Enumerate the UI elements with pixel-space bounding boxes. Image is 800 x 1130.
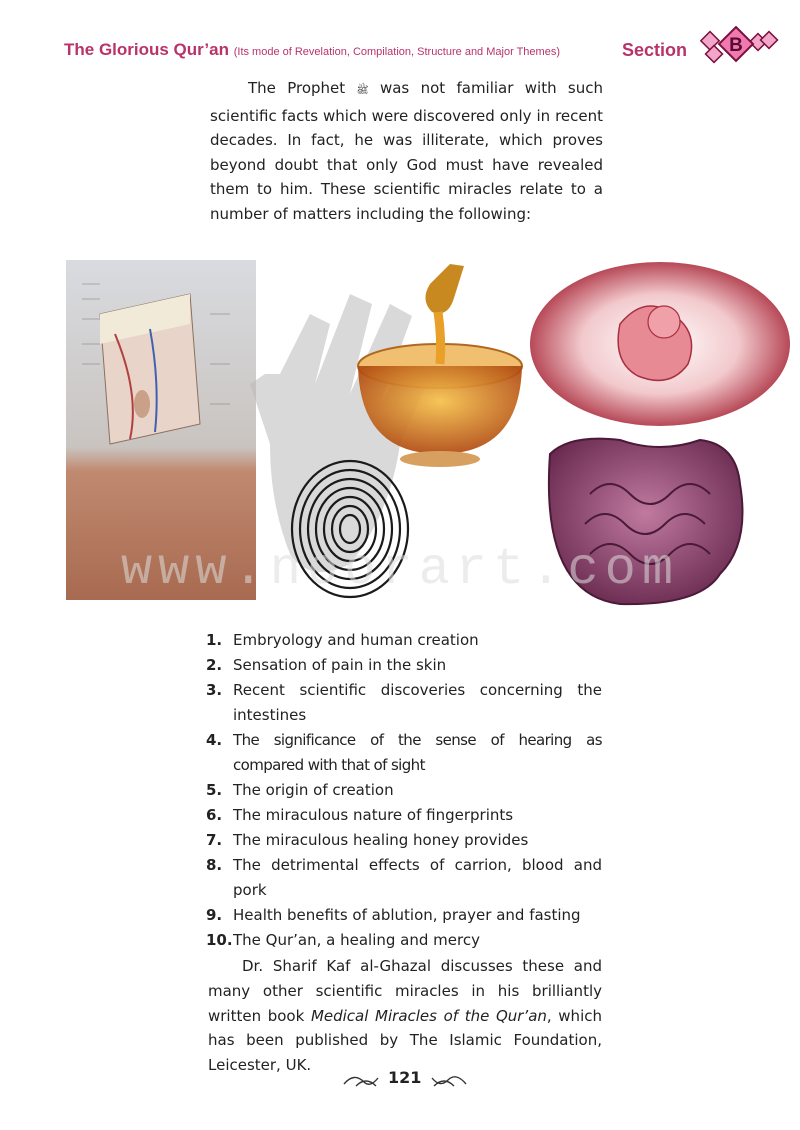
list-item-number: 7. [206, 831, 223, 849]
list-item-text: Health benefits of ablution, prayer and fasting [233, 906, 581, 924]
list-item-number: 4. [206, 731, 223, 749]
book-title-italic: Medical Miracles of the Qur’an [310, 1006, 547, 1025]
intro-text-2: was not familiar with such scientific facts which were discovered only in recent decades. In fact, he was illiterate, which proves beyond doubt that only God must have revealed them to him. These scientific miracles relate to a number of matters including the following: [210, 79, 603, 223]
list-item [206, 778, 602, 803]
section-badge-icon [700, 26, 780, 72]
closing-text-2: , which has been published by The Islamic Foundation, Leicester, UK. [208, 1006, 602, 1075]
list-item [206, 678, 602, 728]
list-item-number: 10. [206, 931, 233, 949]
intro-text-1: The Prophet [248, 79, 357, 97]
list-item [206, 653, 602, 678]
list-item-text: Sensation of pain in the skin [233, 656, 447, 674]
honorific-glyph: ﷺ [356, 85, 369, 96]
embryo-image [530, 262, 790, 426]
list-item [206, 728, 602, 778]
section-label: Section [622, 40, 688, 60]
list-item-text: The miraculous nature of fingerprints [233, 806, 514, 824]
list-item-number: 9. [206, 906, 223, 924]
list-item-number: 3. [206, 681, 223, 699]
closing-paragraph [208, 954, 602, 1078]
list-item [206, 828, 602, 853]
list-item-text: The miraculous healing honey provides [233, 831, 529, 849]
page-header [0, 0, 800, 80]
book-title [64, 40, 560, 60]
list-item [206, 903, 602, 928]
list-item-text: The origin of creation [233, 781, 394, 799]
list-item-text: The significance of the sense of hearing as compared with that of sight [233, 731, 602, 774]
closing-text-1: Dr. Sharif Kaf al-Ghazal discusses these and many other scientific miracles in his brilliantly written book [208, 957, 602, 1025]
intro-paragraph [210, 76, 603, 227]
list-item-number: 2. [206, 656, 223, 674]
list-item [206, 853, 602, 903]
list-item-text: The Qur’an, a healing and mercy [233, 931, 480, 949]
watermark: www.noorart.com [120, 540, 680, 599]
section-letter: B [729, 35, 743, 56]
list-item-number: 1. [206, 631, 223, 649]
book-subtitle: (Its mode of Revelation, Compilation, Structure and Major Themes) [233, 46, 560, 58]
list-item-text: The detrimental effects of carrion, blood and pork [233, 856, 602, 899]
page-footer [340, 1064, 470, 1094]
page-number: 121 [388, 1068, 422, 1087]
list-item [206, 803, 602, 828]
list-item-number: 5. [206, 781, 223, 799]
list-item-text: Embryology and human creation [233, 631, 479, 649]
list-item [206, 628, 602, 653]
topics-list [206, 628, 602, 953]
list-item-text: Recent scientific discoveries concerning the intestines [233, 681, 602, 724]
list-item-number: 8. [206, 856, 223, 874]
list-item [206, 928, 602, 953]
list-item-number: 6. [206, 806, 223, 824]
book-title-text: The Glorious Qur’an [64, 40, 229, 59]
